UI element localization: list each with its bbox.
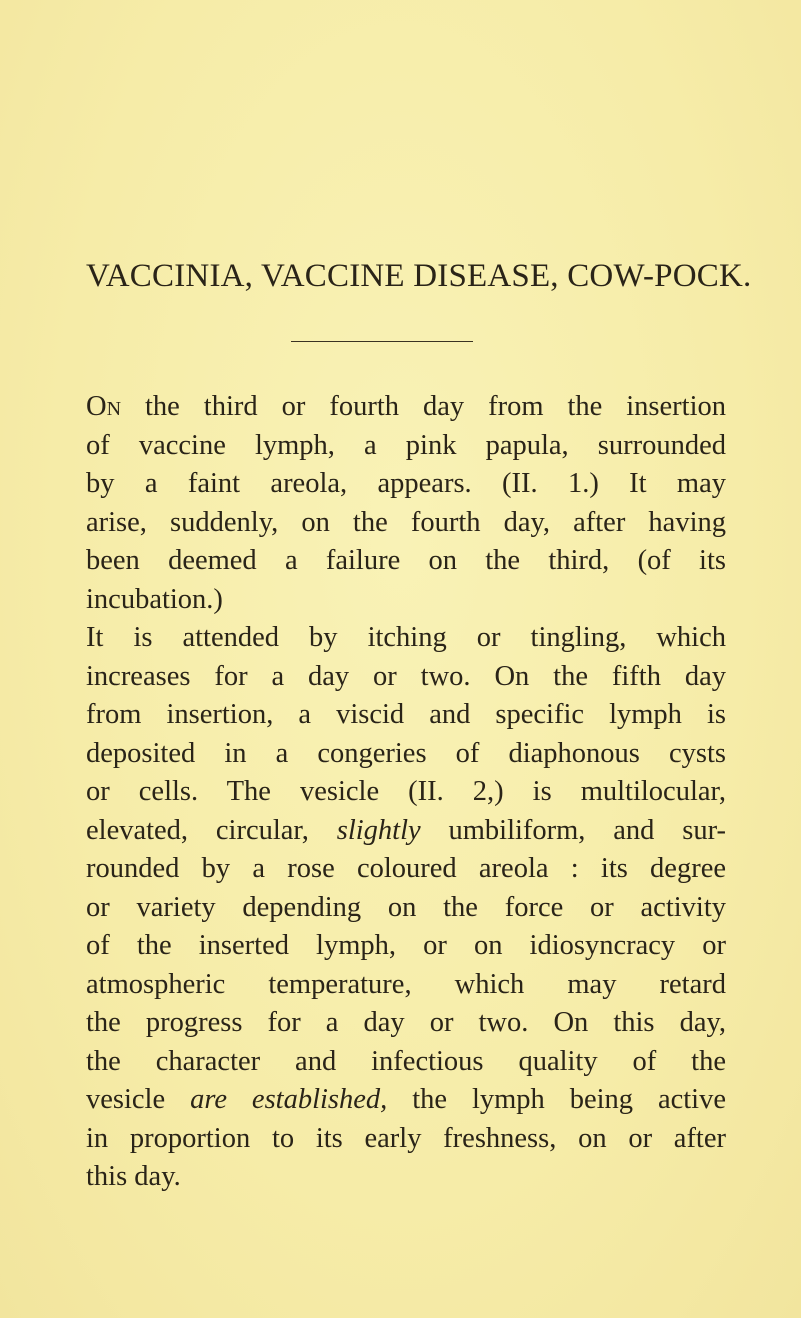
text-segment: been deemed a failure on the third, (of its xyxy=(86,545,726,576)
text-line xyxy=(86,581,726,620)
text-segment: the progress for a day or two. On this day, xyxy=(86,1007,726,1038)
text-segment: It is attended by itching or tingling, which xyxy=(86,622,726,653)
text-line xyxy=(86,812,726,851)
text-line xyxy=(86,1004,726,1043)
text-segment: rounded by a rose coloured areola : its degree xyxy=(86,853,726,884)
text-segment: by a faint areola, appears. (II. 1.) It may xyxy=(86,468,726,499)
text-line xyxy=(86,465,726,504)
italic-text: slightly xyxy=(336,814,421,846)
text-segment: the third or fourth day from the insertion xyxy=(121,391,726,422)
text-segment: or variety depending on the force or activity xyxy=(86,891,726,923)
text-segment: deposited in a congeries of diaphonous cysts xyxy=(86,737,726,769)
text-segment: increases for a day or two. On the fifth day xyxy=(86,660,726,692)
text-segment: the character and infectious quality of the xyxy=(86,1045,726,1077)
text-line xyxy=(86,542,726,581)
text-line xyxy=(86,927,726,966)
text-segment: umbiliform, and sur- xyxy=(420,814,726,846)
text-line xyxy=(86,388,726,427)
text-line xyxy=(86,504,726,543)
text-segment: incubation.) xyxy=(86,583,223,615)
text-segment: or cells. The vesicle (II. 2,) is multilocular, xyxy=(86,776,726,807)
text-segment: from insertion, a viscid and specific lymph is xyxy=(86,699,726,730)
text-line xyxy=(86,735,726,774)
text-line xyxy=(86,966,726,1005)
title-divider xyxy=(291,341,473,342)
text-segment: of the inserted lymph, or on idiosyncracy or xyxy=(86,930,726,961)
text-line xyxy=(86,1120,726,1159)
text-line xyxy=(86,1081,726,1120)
text-segment: atmospheric temperature, which may retard xyxy=(86,968,726,1000)
text-line xyxy=(86,696,726,735)
text-segment: arise, suddenly, on the fourth day, after having xyxy=(86,506,726,538)
text-segment: the lymph being active xyxy=(387,1084,726,1115)
text-line xyxy=(86,889,726,928)
opening-word: On xyxy=(86,391,122,422)
text-line xyxy=(86,1158,726,1197)
text-line xyxy=(86,1043,726,1082)
italic-text: are established, xyxy=(190,1084,388,1115)
text-segment: this day. xyxy=(86,1161,181,1192)
text-segment: vesicle xyxy=(86,1084,191,1115)
text-segment: of vaccine lymph, a pink papula, surrounded xyxy=(86,429,726,461)
text-line xyxy=(86,658,726,697)
text-line xyxy=(86,850,726,889)
text-line xyxy=(86,619,726,658)
text-segment: elevated, circular, xyxy=(86,814,337,846)
text-line xyxy=(86,773,726,812)
text-line xyxy=(86,427,726,466)
chapter-title: VACCINIA, VACCINE DISEASE, COW-POCK. xyxy=(86,258,752,294)
text-segment: in proportion to its early freshness, on or after xyxy=(86,1122,726,1154)
body-paragraph xyxy=(86,388,726,1197)
